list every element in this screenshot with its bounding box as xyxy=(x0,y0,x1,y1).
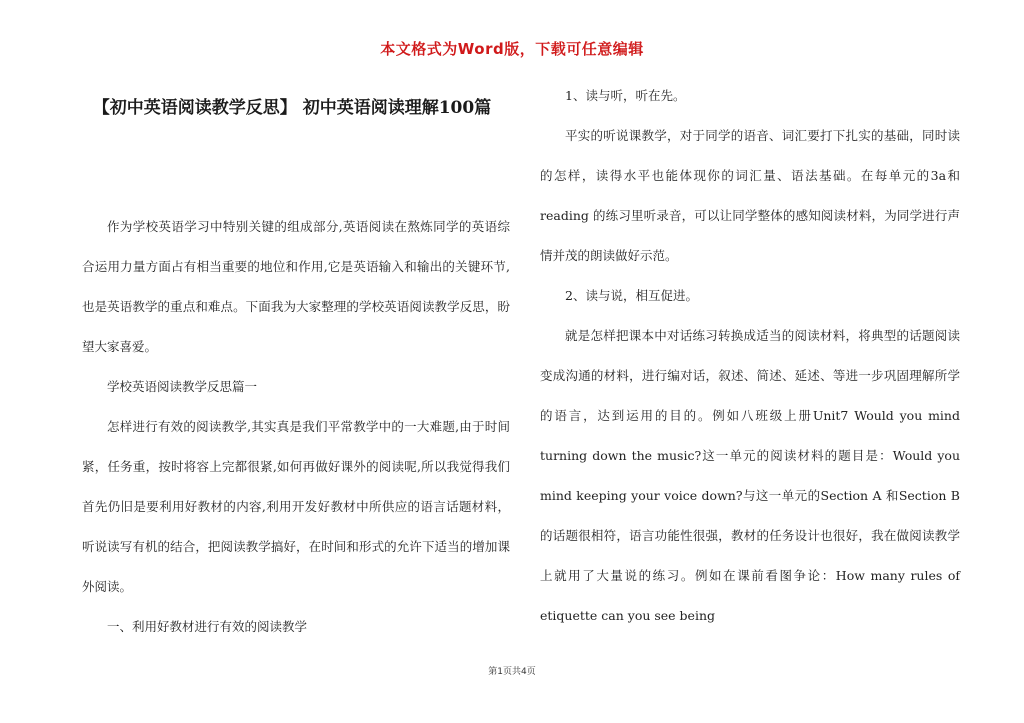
subsection-heading: 1、读与听，听在先。 xyxy=(565,88,686,103)
paragraph: 怎样进行有效的阅读教学,其实真是我们平常教学中的一大难题,由于时间紧，任务重，按时将容上完都很紧,如何再做好课外的阅读呢,所以我觉得我们首先仍旧是要利用好教材的内容,利用开发好教材中所供应的语言话题材料，听说读写有机的结合，把阅读教学搞好，在时间和形式的允许下适当的增加课外阅读。 xyxy=(82,419,510,594)
paragraph: 就是怎样把课本中对话练习转换成适当的阅读材料，将典型的话题阅读变成沟通的材料，进行编对话，叙述、简述、延述、等进一步巩固理解所学的语言，达到运用的目的。例如八班级上册Unit7 Would you mind turning down the music?这一单元的阅读材料的题目是：Would you mind keeping your voice down?与这一单元的Section A 和Section B的话题很相符，语言功能性很强，教材的任务设计也很好，我在做阅读教学上就用了大量说的练习。例如在课前看图争论：How many rules of etiquette can you see being xyxy=(540,328,960,623)
download-banner: 本文格式为Word版，下载可任意编辑 xyxy=(380,40,644,58)
right-column xyxy=(540,76,960,636)
section-heading: 学校英语阅读教学反思篇一 xyxy=(107,379,258,394)
left-column xyxy=(82,207,510,647)
paragraph: 平实的听说课教学，对于同学的语音、词汇要打下扎实的基础，同时读的怎样，读得水平也能体现你的词汇量、语法基础。在每单元的3a和reading 的练习里听录音，可以让同学整体的感知阅读材料，为同学进行声情并茂的朗读做好示范。 xyxy=(540,128,960,263)
page-title: 【初中英语阅读教学反思】 初中英语阅读理解100篇 xyxy=(92,98,492,118)
page-number: 第1页共4页 xyxy=(488,667,536,677)
subsection-heading: 2、读与说，相互促进。 xyxy=(565,288,698,303)
subsection-heading: 一、利用好教材进行有效的阅读教学 xyxy=(107,619,308,634)
paragraph: 作为学校英语学习中特别关键的组成部分,英语阅读在熬炼同学的英语综合运用力量方面占有相当重要的地位和作用,它是英语输入和输出的关键环节,也是英语教学的重点和难点。下面我为大家整理的学校英语阅读教学反思，盼望大家喜爱。 xyxy=(82,219,510,354)
